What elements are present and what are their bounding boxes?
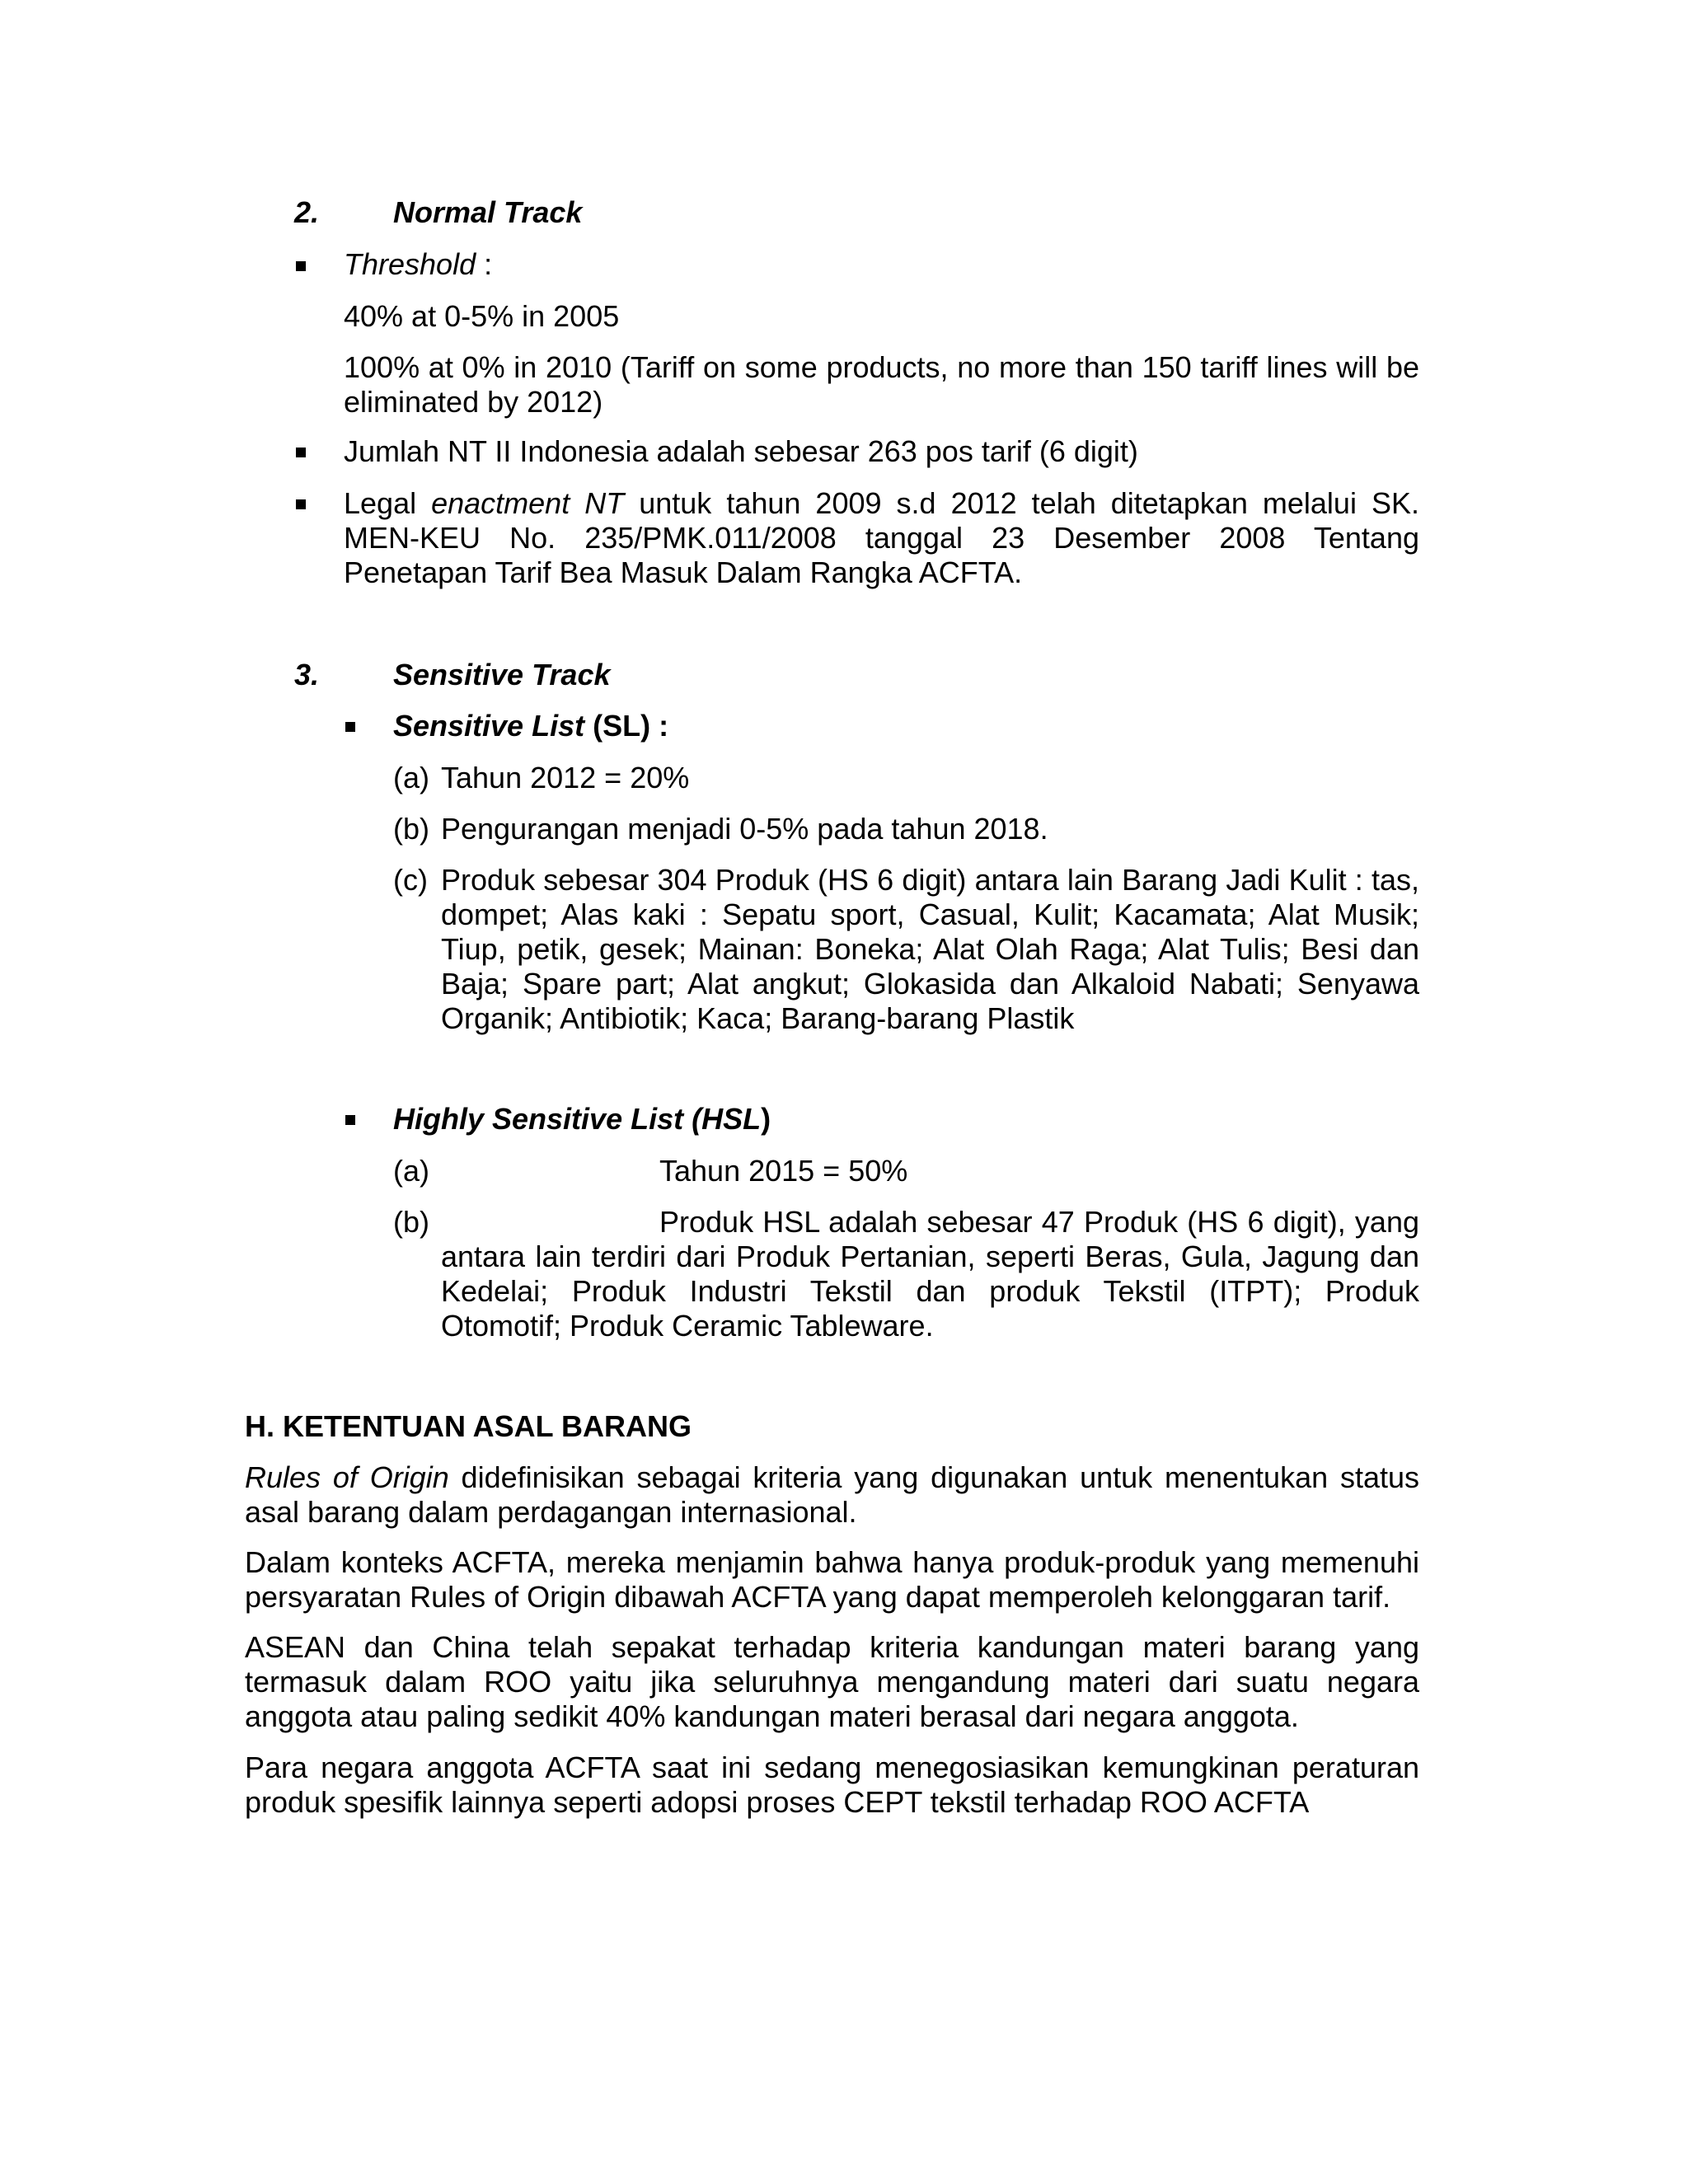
sensitive-track-title: Sensitive Track (393, 658, 611, 691)
bullet-icon (296, 499, 306, 509)
threshold-label: Threshold : (344, 247, 493, 281)
paragraph-asean-china: ASEAN dan China telah sepakat terhadap kriteria kandungan materi barang yang termasuk dalam ROO yaitu jika seluruhnya mengandung materi dari suatu negara anggota atau paling sedikit 40% kandungan materi berasal dari negara anggota. (245, 1630, 1419, 1733)
sl-item-c-text: Produk sebesar 304 Produk (HS 6 digit) antara lain Barang Jadi Kulit : tas, dompet; Alas kaki : Sepatu sport, Casual, Kulit; Kacamata; Alat Musik; Tiup, petik, gesek; Mainan: Boneka; Alat Olah Raga; Alat Tulis; Besi dan Baja; Spare part; Alat angkut; Glokasida dan Alkaloid Nabati; Senyawa Organik; Antibiotik; Kaca; Barang-barang Plastik (441, 863, 1419, 1035)
bullet-icon (345, 1115, 355, 1125)
normal-track-number: 2. (294, 195, 320, 229)
bullet-icon (296, 448, 306, 457)
sl-item-a-text: Tahun 2012 = 20% (441, 761, 690, 794)
sl-item-b-marker: (b) (393, 812, 429, 846)
sl-item-b-text: Pengurangan menjadi 0-5% pada tahun 2018. (441, 812, 1048, 846)
legal-enactment: Legal enactment NT untuk tahun 2009 s.d 2012 telah ditetapkan melalui SK. MEN-KEU No. 235/PMK.011/2008 tanggal 23 Desember 2008 Tentang Penetapan Tarif Bea Masuk Dalam Rangka ACFTA. (344, 486, 1419, 589)
hsl-item-a-marker: (a) (393, 1154, 429, 1188)
sl-item-c-marker: (c) (393, 863, 428, 897)
threshold-2010: 100% at 0% in 2010 (Tariff on some products, no more than 150 tariff lines will be eliminated by 2012) (344, 350, 1419, 419)
bullet-icon (296, 261, 306, 271)
threshold-2005: 40% at 0-5% in 2005 (344, 299, 620, 333)
hsl-item-b-first-line: Produk HSL adalah sebesar 47 Produk (HS 6 digit), yang (659, 1205, 1419, 1239)
paragraph-acfta-context: Dalam konteks ACFTA, mereka menjamin bahwa hanya produk-produk yang memenuhi persyaratan Rules of Origin dibawah ACFTA yang dapat memperoleh kelonggaran tarif. (245, 1545, 1419, 1614)
section-heading: H. KETENTUAN ASAL BARANG (245, 1409, 692, 1443)
sensitive-track-number: 3. (294, 658, 320, 691)
hsl-item-b-marker: (b) (393, 1205, 429, 1239)
sensitive-list-label: Sensitive List (SL) : (393, 709, 669, 743)
highly-sensitive-list-label: Highly Sensitive List (HSL) (393, 1102, 771, 1136)
paragraph-rules-of-origin: Rules of Origin didefinisikan sebagai kriteria yang digunakan untuk menentukan status asal barang dalam perdagangan internasional. (245, 1460, 1419, 1529)
hsl-item-b-text: antara lain terdiri dari Produk Pertanian, seperti Beras, Gula, Jagung dan Kedelai; Produk Industri Tekstil dan produk Tekstil (ITPT); Produk Otomotif; Produk Ceramic Tableware. (441, 1240, 1419, 1343)
sl-item-a-marker: (a) (393, 761, 429, 794)
paragraph-negotiation: Para negara anggota ACFTA saat ini sedang menegosiasikan kemungkinan peraturan produk spesifik lainnya seperti adopsi proses CEPT tekstil terhadap ROO ACFTA (245, 1750, 1419, 1819)
normal-track-title: Normal Track (393, 195, 583, 229)
hsl-item-a-text: Tahun 2015 = 50% (659, 1154, 908, 1188)
jumlah-nt: Jumlah NT II Indonesia adalah sebesar 263 pos tarif (6 digit) (344, 434, 1138, 468)
bullet-icon (345, 722, 355, 732)
